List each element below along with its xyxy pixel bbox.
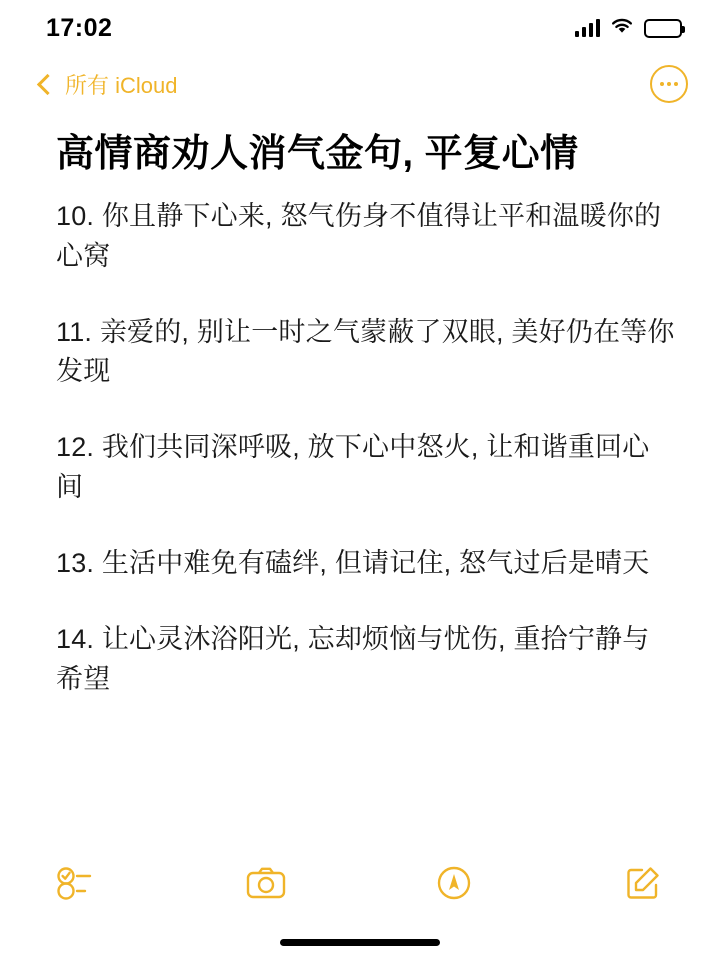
note-content[interactable] [0,112,720,700]
status-time: 17:02 [46,13,113,42]
note-paragraph: 13. 生活中难免有磕绊, 但请记住, 怒气过后是晴天 [56,548,650,579]
chevron-left-icon [37,73,58,94]
camera-icon [246,867,286,899]
cellular-signal-icon [575,19,600,37]
back-button[interactable] [40,69,177,100]
note-paragraph: 14. 让心灵沐浴阳光, 忘却烦恼与忧伤, 重拾宁静与希望 [56,624,650,695]
camera-button[interactable] [245,862,287,904]
battery-icon [644,19,682,38]
navigation-bar [0,56,720,112]
markup-button[interactable] [433,862,475,904]
bottom-toolbar [0,852,720,914]
more-options-icon [660,82,664,86]
status-bar [0,0,720,56]
status-indicators [575,17,682,40]
compose-icon [626,866,660,900]
wifi-icon [610,17,634,40]
checklist-button[interactable] [56,862,98,904]
note-paragraph: 11. 亲爱的, 别让一时之气蒙蔽了双眼, 美好仍在等你发现 [56,316,675,387]
more-options-button[interactable] [650,65,688,103]
home-indicator[interactable] [280,939,440,946]
markup-pen-icon [437,866,471,900]
note-paragraph: 12. 我们共同深呼吸, 放下心中怒火, 让和谐重回心间 [56,432,650,503]
note-paragraph: 10. 你且静下心来, 怒气伤身不值得让平和温暖你的心窝 [56,200,662,271]
back-button-label: 所有 iCloud [65,72,178,98]
note-title: 高情商劝人消气金句, 平复心情 [56,133,579,175]
checklist-icon [57,866,97,900]
compose-button[interactable] [622,862,664,904]
